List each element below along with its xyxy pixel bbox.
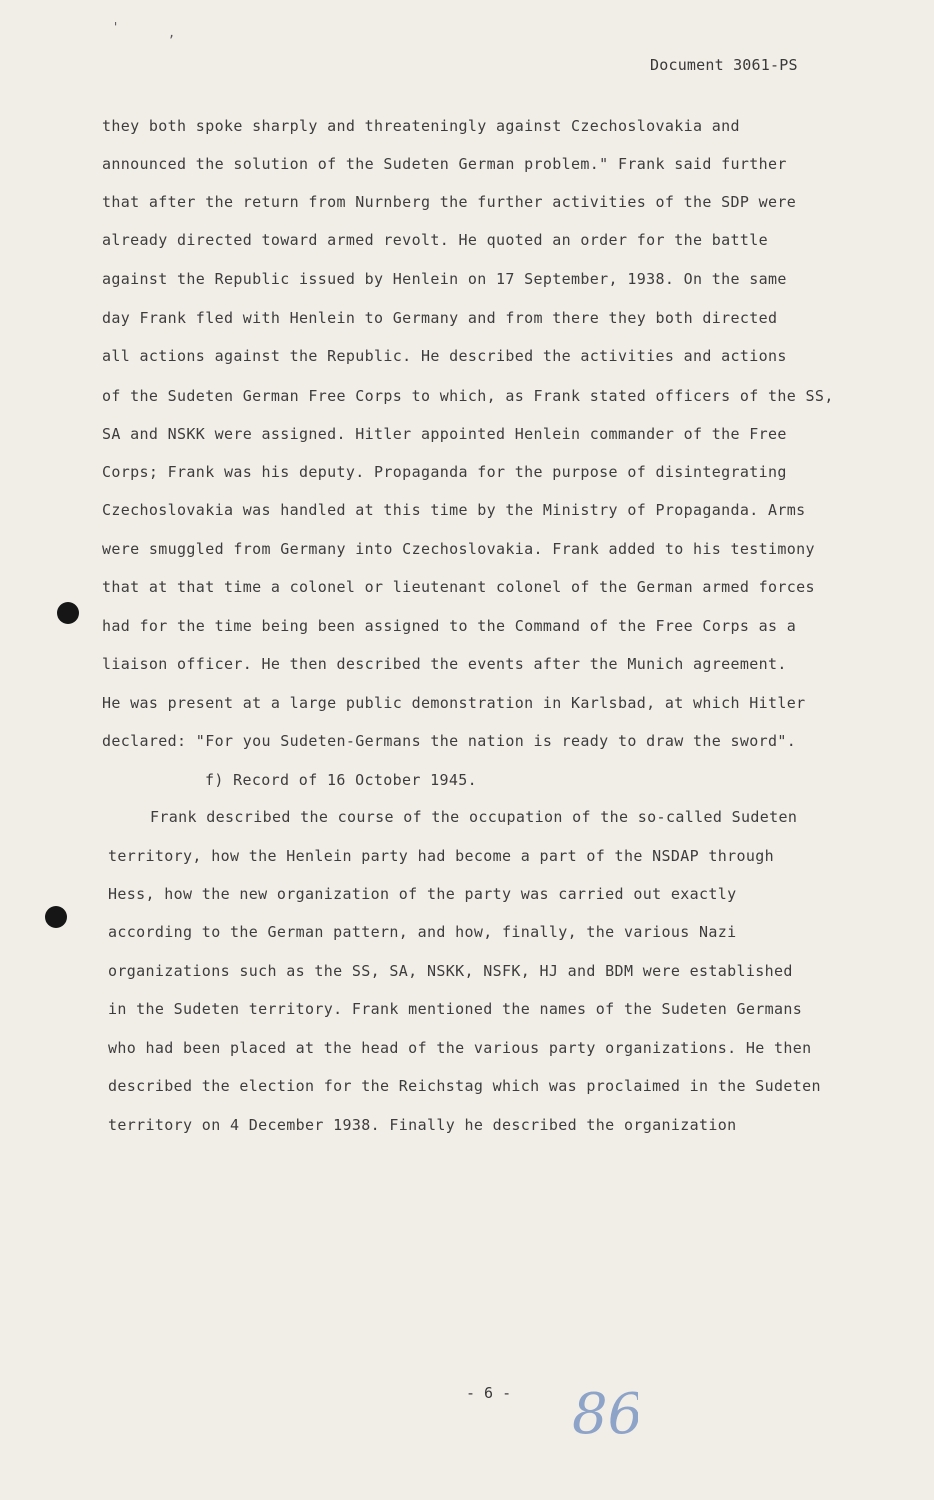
body-line: that after the return from Nurnberg the further activities of the SDP were xyxy=(102,193,797,211)
body-line: declared: "For you Sudeten-Germans the nation is ready to draw the sword". xyxy=(102,732,797,750)
body-line: Frank described the course of the occupation of the so-called Sudeten xyxy=(150,808,798,826)
body-line: that at that time a colonel or lieutenant colonel of the German armed forces xyxy=(102,578,815,596)
page-number: - 6 - xyxy=(466,1384,512,1402)
body-line: in the Sudeten territory. Frank mentioned the names of the Sudeten Germans xyxy=(108,1000,803,1018)
body-line: had for the time being been assigned to the Command of the Free Corps as a xyxy=(102,617,797,635)
body-line: organizations such as the SS, SA, NSKK, NSFK, HJ and BDM were established xyxy=(108,962,793,980)
body-line: SA and NSKK were assigned. Hitler appointed Henlein commander of the Free xyxy=(102,425,787,443)
body-line: Czechoslovakia was handled at this time by the Ministry of Propaganda. Arms xyxy=(102,501,806,519)
stray-mark: , xyxy=(168,26,176,40)
body-line: territory, how the Henlein party had become a part of the NSDAP through xyxy=(108,847,775,865)
body-line: of the Sudeten German Free Corps to which, as Frank stated officers of the SS, xyxy=(102,387,834,405)
body-line: were smuggled from Germany into Czechoslovakia. Frank added to his testimony xyxy=(102,540,815,558)
body-line: Corps; Frank was his deputy. Propaganda for the purpose of disintegrating xyxy=(102,463,787,481)
body-line: against the Republic issued by Henlein on 17 September, 1938. On the same xyxy=(102,270,787,288)
document-reference: Document 3061-PS xyxy=(650,56,798,74)
body-line: who had been placed at the head of the various party organizations. He then xyxy=(108,1039,812,1057)
section-heading: f) Record of 16 October 1945. xyxy=(205,771,478,789)
body-line: they both spoke sharply and threateningly against Czechoslovakia and xyxy=(102,117,740,135)
body-line: liaison officer. He then described the events after the Munich agreement. xyxy=(102,655,787,673)
handwritten-page-number xyxy=(568,1375,638,1449)
body-line: Hess, how the new organization of the party was carried out exactly xyxy=(108,885,737,903)
body-line: all actions against the Republic. He described the activities and actions xyxy=(102,347,787,365)
stray-mark: ' xyxy=(112,20,120,34)
punch-hole xyxy=(45,906,67,928)
body-line: announced the solution of the Sudeten German problem." Frank said further xyxy=(102,155,787,173)
body-line: day Frank fled with Henlein to Germany and from there they both directed xyxy=(102,309,778,327)
body-line: He was present at a large public demonstration in Karlsbad, at which Hitler xyxy=(102,694,806,712)
punch-hole xyxy=(57,602,79,624)
body-line: already directed toward armed revolt. He quoted an order for the battle xyxy=(102,231,769,249)
svg-text:86: 86 xyxy=(572,1382,638,1445)
body-line: according to the German pattern, and how, finally, the various Nazi xyxy=(108,923,737,941)
body-line: territory on 4 December 1938. Finally he described the organization xyxy=(108,1116,737,1134)
body-line: described the election for the Reichstag which was proclaimed in the Sudeten xyxy=(108,1077,821,1095)
